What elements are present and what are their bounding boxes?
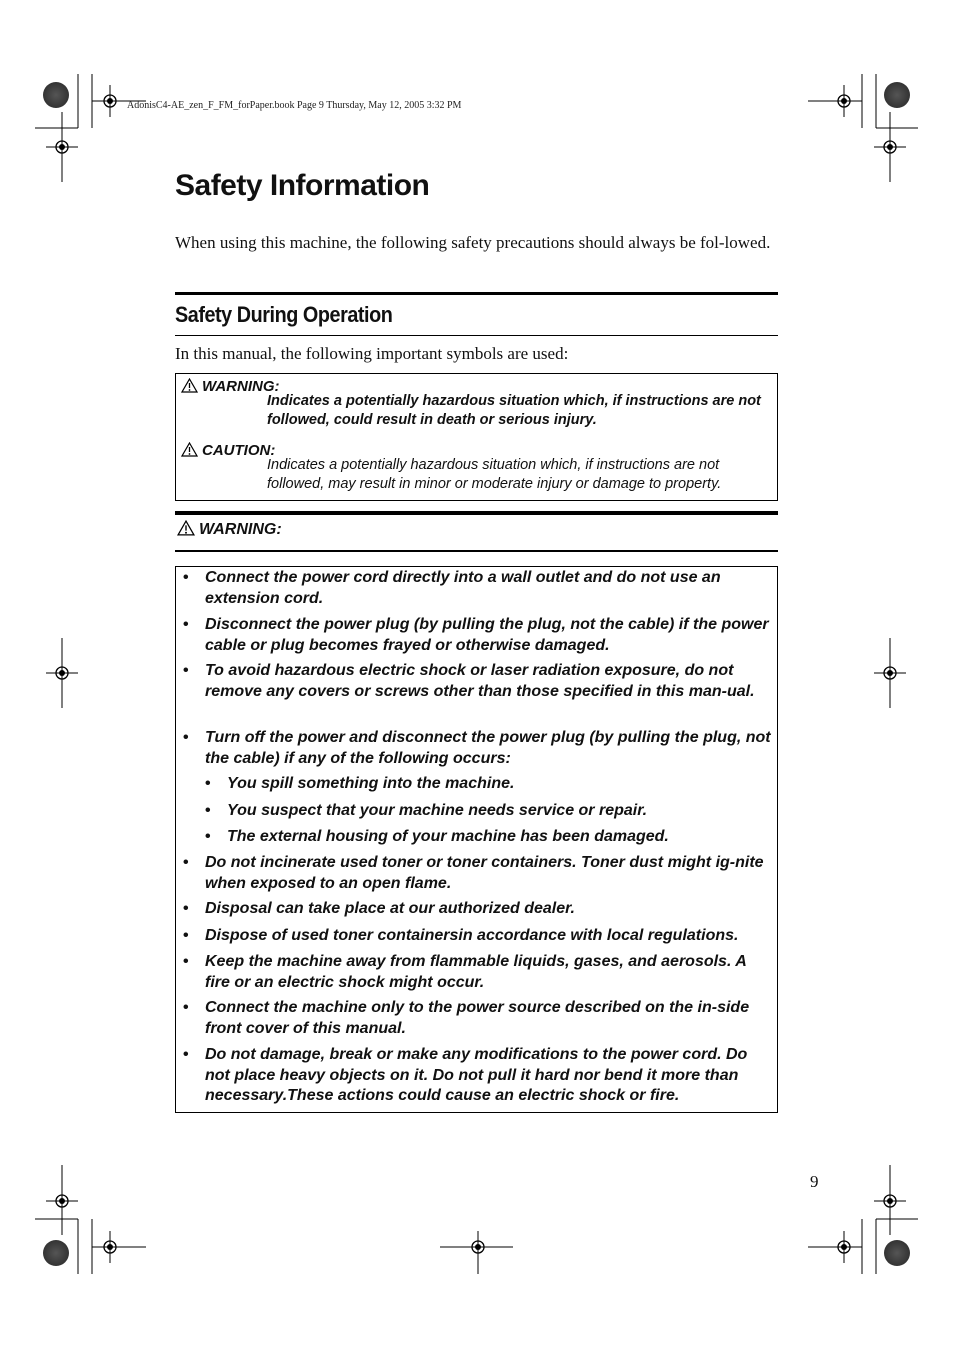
- symbol-caution-label: CAUTION:: [202, 442, 276, 459]
- section-bottom-rule: [175, 335, 778, 336]
- list-item-text: Disposal can take place at our authorized dealer.: [205, 900, 575, 917]
- bullet: •: [183, 729, 189, 746]
- list-item-text: Connect the power cord directly into a wall outlet and do not use an extension cord.: [205, 569, 721, 607]
- list-item: [183, 998, 771, 1039]
- warning-bottom-rule: [175, 550, 778, 552]
- bullet: •: [183, 662, 189, 679]
- list-item: [183, 1045, 771, 1107]
- list-item-text: Do not incinerate used toner or toner containers. Toner dust might ig-nite when exposed to an open flame.: [205, 854, 764, 892]
- list-item: [183, 926, 771, 947]
- warning-triangle-icon: [181, 378, 198, 393]
- warning-heading: [177, 520, 282, 540]
- section-top-rule: [175, 292, 778, 295]
- list-item-text: To avoid hazardous electric shock or laser radiation exposure, do not remove any covers or screws other than those specified in this man-ual.: [205, 662, 755, 700]
- warning-triangle-icon: [177, 520, 195, 536]
- bullet: •: [183, 999, 189, 1016]
- bullet: •: [183, 900, 189, 917]
- warnings-box: [175, 566, 778, 1113]
- list-item-text: The external housing of your machine has been damaged.: [227, 828, 669, 845]
- symbols-legend-box: [175, 373, 778, 501]
- symbol-warning-label: WARNING:: [202, 378, 280, 395]
- list-item: [183, 568, 771, 609]
- list-item-text: Turn off the power and disconnect the power plug (by pulling the plug, not the cable) if any of the following occurs:: [205, 729, 771, 767]
- list-item: [183, 899, 771, 920]
- symbol-caution: [181, 442, 275, 460]
- warning-triangle-icon: [181, 442, 198, 457]
- list-item: [183, 661, 771, 702]
- list-item-text: You suspect that your machine needs service or repair.: [227, 802, 648, 819]
- intro-paragraph: When using this machine, the following safety precautions should always be fol-lowed.: [175, 233, 771, 252]
- list-item-text: Disconnect the power plug (by pulling the plug, not the cable) if the power cable or plug becomes frayed or otherwise damaged.: [205, 616, 769, 654]
- bullet: •: [205, 828, 211, 845]
- page-title: Safety Information: [175, 169, 430, 202]
- warning-heading-label: WARNING:: [199, 521, 282, 538]
- list-item-text: You spill something into the machine.: [227, 775, 515, 792]
- list-item: [183, 853, 771, 894]
- bullet: •: [183, 1046, 189, 1063]
- section-heading: Safety During Operation: [175, 302, 393, 327]
- list-item-text: Keep the machine away from flammable liquids, gases, and aerosols. A fire or an electric shock might occur.: [205, 953, 747, 991]
- bullet: •: [183, 854, 189, 871]
- list-item: [205, 801, 767, 822]
- list-item-text: Dispose of used toner containersin accordance with local regulations.: [205, 927, 739, 944]
- bullet: •: [183, 569, 189, 586]
- warning-top-rule: [175, 511, 778, 515]
- bullet: •: [183, 927, 189, 944]
- bullet: •: [183, 953, 189, 970]
- bullet: •: [183, 616, 189, 633]
- bullet: •: [205, 775, 211, 792]
- symbol-warning-description: Indicates a potentially hazardous situation which, if instructions are not followed, could result in death or serious injury.: [267, 393, 761, 428]
- list-item: [183, 728, 771, 769]
- list-item: [183, 952, 771, 993]
- symbols-intro: In this manual, the following important symbols are used:: [175, 344, 569, 363]
- list-item-text: Connect the machine only to the power source described on the in-side front cover of this manual.: [205, 999, 750, 1037]
- print-slug: AdonisC4-AE_zen_F_FM_forPaper.book Page 9 Thursday, May 12, 2005 3:32 PM: [127, 100, 462, 111]
- page-number: 9: [810, 1172, 819, 1191]
- bullet: •: [205, 802, 211, 819]
- list-item: [205, 827, 767, 848]
- list-item: [183, 615, 771, 656]
- symbol-caution-description: Indicates a potentially hazardous situation which, if instructions are not followed, may result in minor or moderate injury or damage to property.: [267, 457, 722, 492]
- list-item-text: Do not damage, break or make any modifications to the power cord. Do not place heavy objects on it. Do not pull it hard nor bend it more than necessary.These actions could cause an electric shock or fire.: [205, 1046, 748, 1104]
- list-item: [205, 774, 767, 795]
- symbol-warning: [181, 378, 280, 396]
